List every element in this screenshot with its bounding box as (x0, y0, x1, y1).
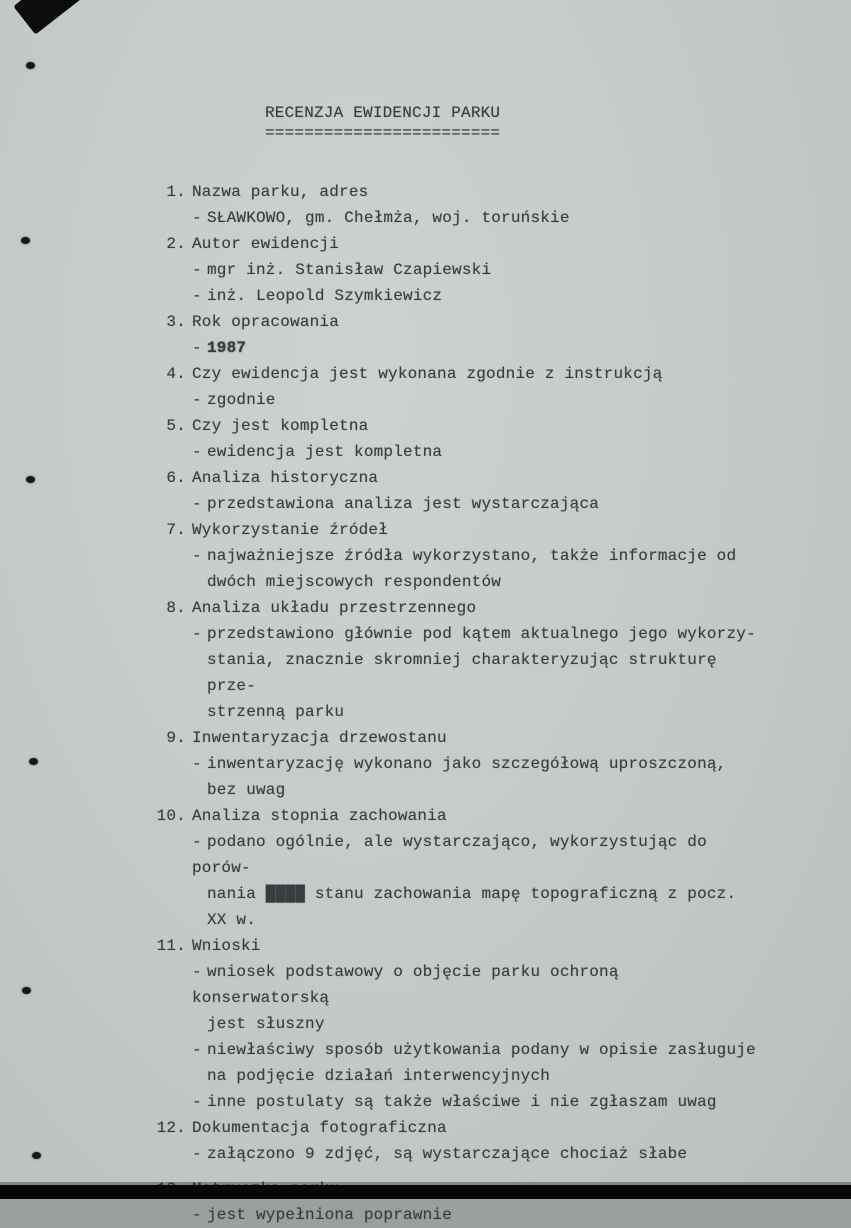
item-number: 3. (166, 313, 186, 331)
item-label: Wykorzystanie źródeł (192, 521, 389, 539)
list-item (149, 517, 756, 595)
dash-marker: - (192, 1041, 202, 1059)
dash-marker: - (192, 287, 202, 305)
item-number: 7. (166, 521, 186, 539)
item-number: 10. (156, 807, 186, 825)
sub-item-text: stania, znacznie skromniej charakteryzując strukturę prze- (207, 651, 717, 695)
sub-item-text: ewidencja jest kompletna (207, 443, 443, 461)
scan-artifact-corner (13, 0, 82, 35)
sub-item-line (192, 829, 756, 881)
item-number: 12. (156, 1119, 186, 1137)
sub-item-text: przedstawiono głównie pod kątem aktualnego jego wykorzy- (207, 625, 756, 643)
review-list (149, 179, 756, 1228)
sub-item-continuation (192, 647, 756, 699)
scan-artifact-dot (29, 758, 38, 765)
dash-marker: - (192, 963, 202, 981)
item-label: Dokumentacja fotograficzna (192, 1119, 447, 1137)
sub-item-line (192, 1141, 756, 1167)
item-number: 4. (166, 365, 186, 383)
dash-marker: - (192, 495, 202, 513)
dash-marker: - (192, 391, 202, 409)
sub-item-line (192, 335, 756, 361)
sub-item-text: podano ogólnie, ale wystarczająco, wykorzystując do porów- (192, 833, 707, 877)
sub-item-line (192, 283, 756, 309)
title-underline: ======================== (265, 124, 501, 142)
list-item (149, 933, 756, 1115)
dash-marker: - (192, 1206, 202, 1224)
dash-marker: - (192, 209, 202, 227)
item-number: 6. (166, 469, 186, 487)
item-label: Inwentaryzacja drzewostanu (192, 729, 447, 747)
scan-artifact-dot (32, 1152, 41, 1159)
sub-item-line (192, 543, 756, 569)
dash-marker: - (192, 833, 202, 851)
dash-marker: - (192, 339, 202, 357)
sub-item-line (192, 1037, 756, 1063)
sub-item-line (192, 751, 756, 777)
item-label: Czy ewidencja jest wykonana zgodnie z instrukcją (192, 365, 663, 383)
sub-item-text: załączono 9 zdjęć, są wystarczające chociaż słabe (207, 1145, 688, 1163)
sub-item-text: strzenną parku (207, 703, 345, 721)
sub-item-continuation (192, 881, 756, 933)
item-label: Analiza historyczna (192, 469, 379, 487)
list-item (149, 179, 756, 231)
sub-item-continuation (192, 569, 756, 595)
scan-artifact-dot (26, 476, 35, 483)
item-number: 2. (166, 235, 186, 253)
item-number: 1. (166, 183, 186, 201)
sub-item-text: wniosek podstawowy o objęcie parku ochroną konserwatorską (192, 963, 619, 1007)
dash-marker: - (192, 625, 202, 643)
sub-item-text: niewłaściwy sposób użytkowania podany w opisie zasługuje (207, 1041, 756, 1059)
dash-marker: - (192, 261, 202, 279)
item-number: 5. (166, 417, 186, 435)
sub-item-text: mgr inż. Stanisław Czapiewski (207, 261, 492, 279)
dash-marker: - (192, 547, 202, 565)
list-item (149, 309, 756, 361)
sub-item-line (192, 257, 756, 283)
sub-item-text: przedstawiona analiza jest wystarczająca (207, 495, 600, 513)
sub-item-text: inne postulaty są także właściwe i nie zgłaszam uwag (207, 1093, 717, 1111)
sub-item-text: bez uwag (207, 781, 286, 799)
list-item (149, 803, 756, 933)
sub-item-line (192, 491, 756, 517)
sub-item-text: inwentaryzację wykonano jako szczegółową uproszczoną, (207, 755, 727, 773)
scan-artifact-dot (22, 987, 31, 994)
scan-artifact-bottom-bar (0, 1185, 851, 1199)
sub-item-text: na podjęcie działań interwencyjnych (207, 1067, 551, 1085)
item-label: Analiza stopnia zachowania (192, 807, 447, 825)
list-item (149, 361, 756, 413)
sub-item-text: 1987 (207, 339, 247, 357)
sub-item-line (192, 621, 756, 647)
page-title: RECENZJA EWIDENCJI PARKU (265, 104, 501, 122)
item-label: Autor ewidencji (192, 235, 340, 253)
item-label: Rok opracowania (192, 313, 340, 331)
list-item (149, 725, 756, 803)
sub-item-line (192, 1202, 756, 1228)
sub-item-line (192, 959, 756, 1011)
sub-item-text: dwóch miejscowych respondentów (207, 573, 502, 591)
item-label: Analiza układu przestrzennego (192, 599, 477, 617)
sub-item-continuation (192, 1011, 756, 1037)
sub-item-text: jest słuszny (207, 1015, 325, 1033)
sub-item-text: jest wypełniona poprawnie (207, 1206, 453, 1224)
dash-marker: - (192, 755, 202, 773)
list-item (149, 413, 756, 465)
sub-item-line (192, 205, 756, 231)
item-label: Wnioski (192, 937, 261, 955)
item-label: Nazwa parku, adres (192, 183, 369, 201)
dash-marker: - (192, 1093, 202, 1111)
sub-item-line (192, 387, 756, 413)
dash-marker: - (192, 1145, 202, 1163)
sub-item-continuation (192, 1063, 756, 1089)
list-item (149, 1115, 756, 1167)
sub-item-text: nania ████ stanu zachowania mapę topograficzną z pocz. XX w. (207, 885, 737, 929)
item-label: Czy jest kompletna (192, 417, 369, 435)
item-number: 8. (166, 599, 186, 617)
item-number: 11. (156, 937, 186, 955)
sub-item-line (192, 439, 756, 465)
list-item (149, 595, 756, 725)
list-item (149, 465, 756, 517)
sub-item-text: inż. Leopold Szymkiewicz (207, 287, 443, 305)
list-item (149, 231, 756, 309)
item-number: 9. (166, 729, 186, 747)
sub-item-continuation (192, 777, 756, 803)
scan-artifact-dot (21, 237, 30, 244)
sub-item-text: SŁAWKOWO, gm. Chełmża, woj. toruńskie (207, 209, 570, 227)
sub-item-continuation (192, 699, 756, 725)
title-block (265, 100, 851, 142)
sub-item-text: najważniejsze źródła wykorzystano, także informacje od (207, 547, 737, 565)
sub-item-line (192, 1089, 756, 1115)
dash-marker: - (192, 443, 202, 461)
sub-item-text: zgodnie (207, 391, 276, 409)
scan-artifact-dot (26, 62, 35, 69)
